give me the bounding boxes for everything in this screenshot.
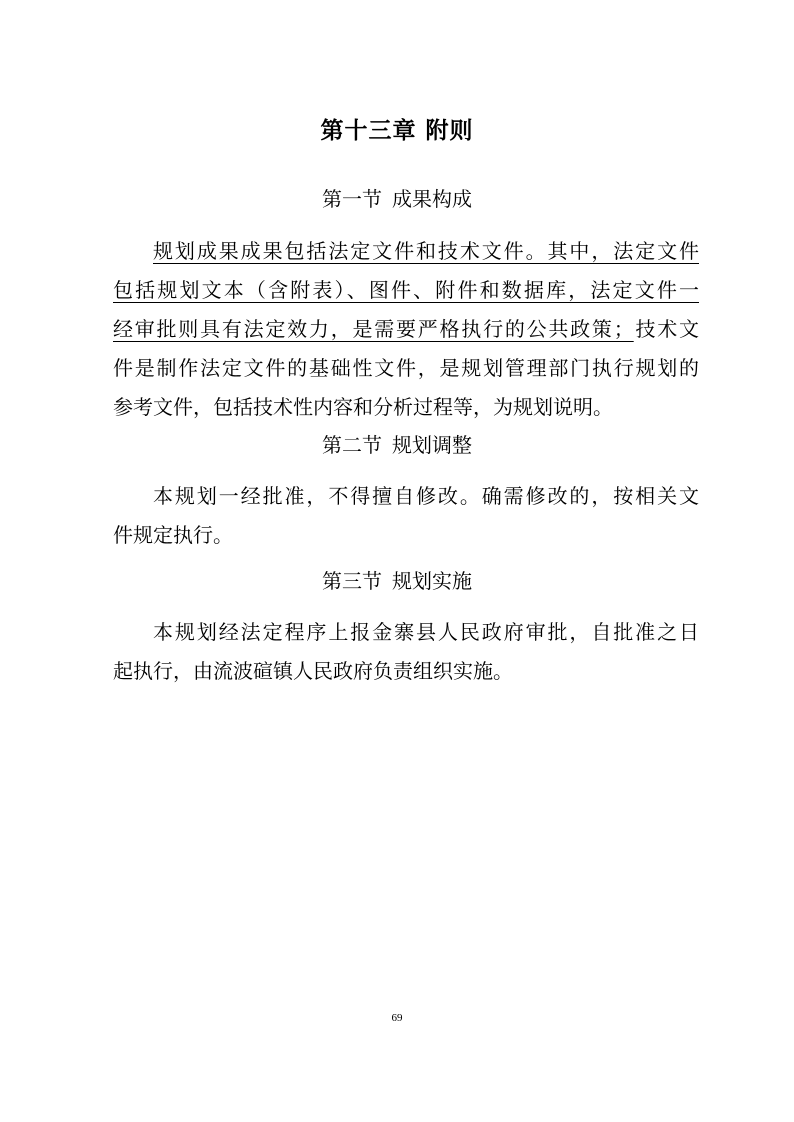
section-1-paragraph [113,232,699,427]
paragraph-line: 件规定执行。 [113,523,233,547]
underlined-text: 规划成果成果包括法定文件和技术文件。其中，法定文件 [153,239,699,263]
chapter-title: 第十三章 附则 [320,118,474,144]
paragraph-line: 件是制作法定文件的基础性文件，是规划管理部门执行规划的 [113,356,699,380]
paragraph-line: 本规划经法定程序上报金寨县人民政府审批，自批准之日 [153,620,699,644]
section-heading-text: 规划实施 [392,569,472,593]
section-heading-text: 成果构成 [392,187,472,211]
section-label: 第一节 [322,187,382,211]
paragraph-text: 技术文 [633,317,700,341]
section-heading-3 [0,565,794,594]
paragraph-line: 本规划一经批准，不得擅自修改。确需修改的，按相关文 [153,484,699,508]
section-heading-1 [0,183,794,212]
underlined-text: 包括规划文本（含附表）、图件、附件和数据库，法定文件一 [113,278,699,302]
paragraph-line [113,232,699,271]
section-label: 第三节 [322,569,382,593]
paragraph-line [113,271,699,310]
section-3-paragraph [113,613,699,691]
paragraph-line: 起执行，由流波碹镇人民政府负责组织实施。 [113,659,513,683]
paragraph-line [113,310,699,349]
section-label: 第二节 [322,433,382,457]
section-heading-text: 规划调整 [392,433,472,457]
section-2-paragraph [113,477,699,555]
page-number: 69 [391,1012,403,1024]
underlined-text: 经审批则具有法定效力，是需要严格执行的公共政策； [113,317,634,341]
paragraph-line: 参考文件，包括技术性内容和分析过程等，为规划说明。 [113,395,613,419]
section-heading-2 [0,429,794,458]
